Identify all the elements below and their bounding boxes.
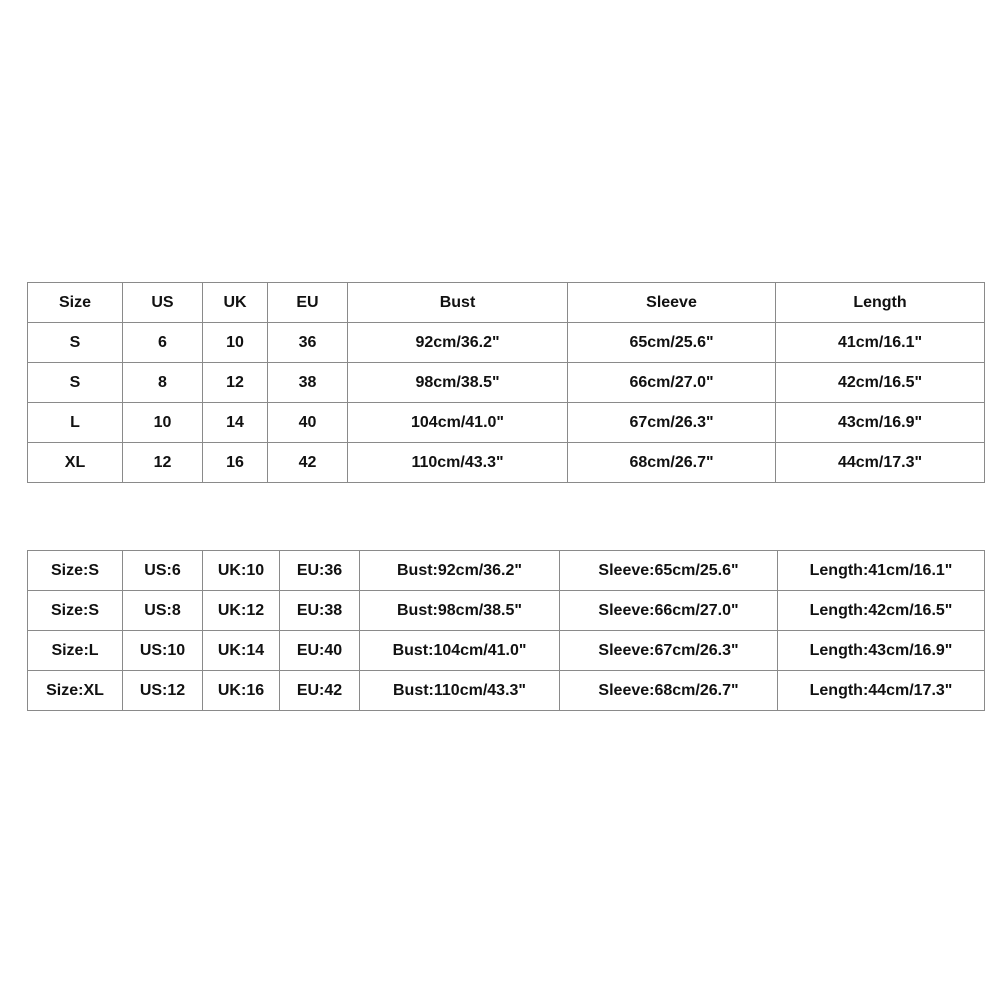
table-row — [28, 363, 985, 403]
table-cell: Size:S — [28, 591, 123, 631]
table-cell: 40 — [268, 403, 348, 443]
table-cell: UK:12 — [203, 591, 280, 631]
table-cell: Bust:98cm/38.5" — [360, 591, 560, 631]
table-cell: US:6 — [123, 551, 203, 591]
table-cell: Sleeve:66cm/27.0" — [560, 591, 778, 631]
table-cell: S — [28, 363, 123, 403]
header-cell-length: Length — [776, 283, 985, 323]
table-cell: US:12 — [123, 671, 203, 711]
table-cell: 66cm/27.0" — [568, 363, 776, 403]
table-cell: XL — [28, 443, 123, 483]
table-cell: Size:L — [28, 631, 123, 671]
size-chart-inline-table — [27, 550, 985, 711]
header-cell-size: Size — [28, 283, 123, 323]
table-row — [28, 551, 985, 591]
table-cell: Size:XL — [28, 671, 123, 711]
table-cell: 16 — [203, 443, 268, 483]
table-cell: Sleeve:68cm/26.7" — [560, 671, 778, 711]
table-cell: S — [28, 323, 123, 363]
table-cell: Length:44cm/17.3" — [778, 671, 985, 711]
header-cell-sleeve: Sleeve — [568, 283, 776, 323]
header-cell-bust: Bust — [348, 283, 568, 323]
table-cell: Bust:92cm/36.2" — [360, 551, 560, 591]
table-cell: 43cm/16.9" — [776, 403, 985, 443]
table-cell: 42cm/16.5" — [776, 363, 985, 403]
table-cell: EU:42 — [280, 671, 360, 711]
table-cell: 44cm/17.3" — [776, 443, 985, 483]
table-cell: 36 — [268, 323, 348, 363]
table-cell: UK:16 — [203, 671, 280, 711]
table-cell: 104cm/41.0" — [348, 403, 568, 443]
table-cell: 14 — [203, 403, 268, 443]
table-cell: EU:36 — [280, 551, 360, 591]
table-cell: Length:43cm/16.9" — [778, 631, 985, 671]
table-cell: EU:38 — [280, 591, 360, 631]
table-cell: L — [28, 403, 123, 443]
table-row — [28, 631, 985, 671]
table-cell: 41cm/16.1" — [776, 323, 985, 363]
table-cell: 92cm/36.2" — [348, 323, 568, 363]
header-cell-eu: EU — [268, 283, 348, 323]
table-row — [28, 323, 985, 363]
table-cell: 67cm/26.3" — [568, 403, 776, 443]
table-cell: Sleeve:65cm/25.6" — [560, 551, 778, 591]
table-row — [28, 591, 985, 631]
table-header-row — [28, 283, 985, 323]
table-cell: 65cm/25.6" — [568, 323, 776, 363]
table-cell: 6 — [123, 323, 203, 363]
table-cell: 8 — [123, 363, 203, 403]
table-cell: UK:10 — [203, 551, 280, 591]
table-cell: EU:40 — [280, 631, 360, 671]
table-cell: Length:42cm/16.5" — [778, 591, 985, 631]
table-cell: 38 — [268, 363, 348, 403]
table-cell: Sleeve:67cm/26.3" — [560, 631, 778, 671]
table-row — [28, 671, 985, 711]
table-cell: Size:S — [28, 551, 123, 591]
table-cell: 42 — [268, 443, 348, 483]
table-row — [28, 443, 985, 483]
size-chart-table — [27, 282, 985, 483]
table-cell: UK:14 — [203, 631, 280, 671]
table-row — [28, 403, 985, 443]
table-cell: 12 — [203, 363, 268, 403]
table-cell: 68cm/26.7" — [568, 443, 776, 483]
table-cell: 10 — [203, 323, 268, 363]
table-cell: Bust:104cm/41.0" — [360, 631, 560, 671]
table-cell: 12 — [123, 443, 203, 483]
header-cell-us: US — [123, 283, 203, 323]
table-cell: 110cm/43.3" — [348, 443, 568, 483]
table-cell: Length:41cm/16.1" — [778, 551, 985, 591]
table-cell: US:8 — [123, 591, 203, 631]
header-cell-uk: UK — [203, 283, 268, 323]
table-cell: 98cm/38.5" — [348, 363, 568, 403]
table-cell: US:10 — [123, 631, 203, 671]
table-cell: Bust:110cm/43.3" — [360, 671, 560, 711]
table-cell: 10 — [123, 403, 203, 443]
